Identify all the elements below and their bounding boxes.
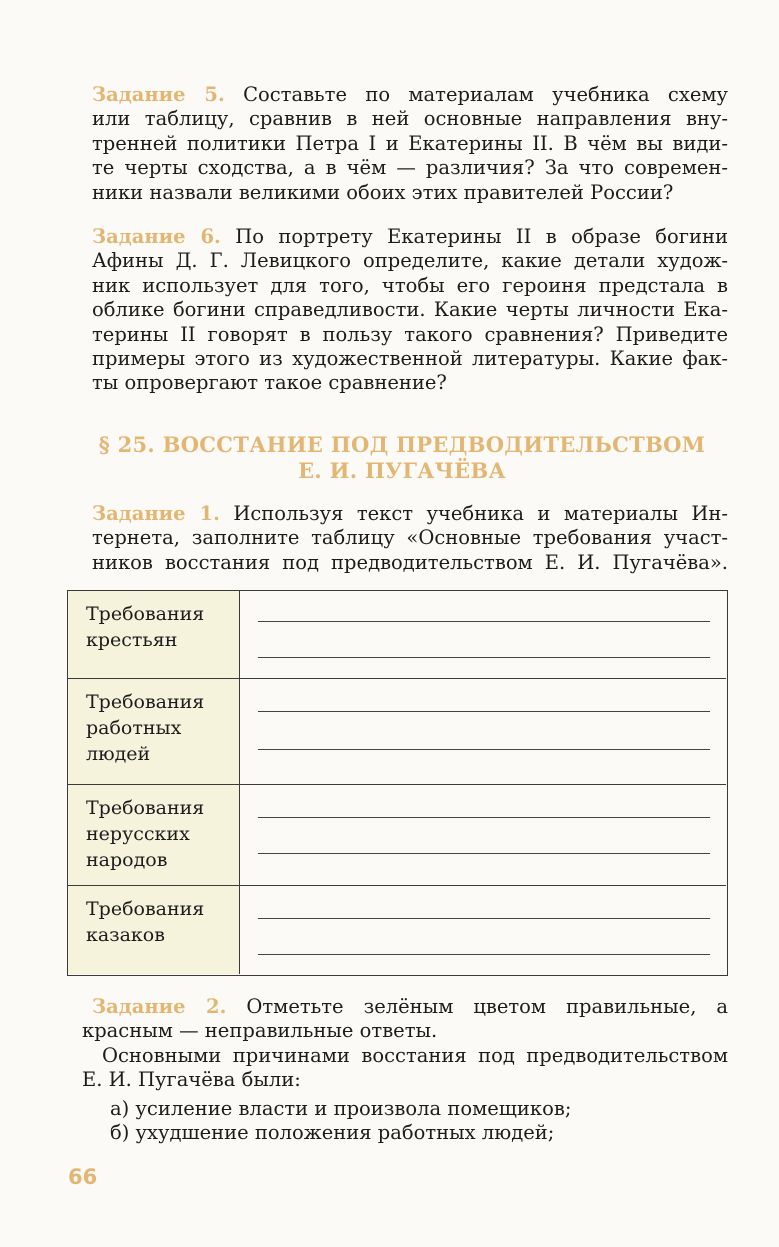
section-heading [76, 432, 728, 484]
task-1-line: тернета, заполните таблицу «Основные требования участ- [92, 526, 728, 550]
table-row [68, 886, 726, 974]
task-5-line: Задание 5. Составьте по материалам учебника схему [92, 83, 728, 106]
task-6-line: облике богини справедливости. Какие черты личности Ека- [92, 298, 728, 322]
task-6-label: Задание 6. [92, 225, 221, 248]
answer-option: а) усиление власти и произвола помещиков; [110, 1097, 572, 1120]
task-5-label: Задание 5. [92, 83, 225, 106]
row-header-text: Требования работных людей [86, 691, 205, 765]
answer-line[interactable] [258, 711, 710, 712]
row-header-text: Требования нерусских народов [86, 797, 205, 871]
answer-option: б) ухудшение положения работных людей; [110, 1121, 555, 1144]
answer-line[interactable] [258, 621, 710, 622]
answer-line[interactable] [258, 954, 710, 955]
row-header-text: Требования казаков [86, 898, 205, 946]
row-header-cell [68, 785, 240, 885]
row-header-text: Требования крестьян [86, 603, 205, 651]
task-6-line: терины II говорят в пользу такого сравнения? Приведите [92, 322, 728, 346]
task-2-intro-line: Основными причинами восстания под предводительством [102, 1044, 728, 1067]
table-row [68, 591, 726, 679]
task-1-line: ников восстания под предводительством Е. И. Пугачёва». [92, 550, 728, 574]
task-5-line: или таблицу, сравнив в ней основные направления вну- [92, 107, 728, 131]
task-2-intro [82, 1044, 728, 1093]
answer-line[interactable] [258, 918, 710, 919]
task-5-line: ники назвали великими обоих этих правителей России? [92, 180, 674, 204]
answer-line[interactable] [258, 853, 710, 854]
row-header-cell [68, 591, 240, 678]
task-1-line: Задание 1. Используя текст учебника и материалы Ин- [92, 502, 729, 525]
task-2-intro-line: Е. И. Пугачёва были: [82, 1068, 301, 1092]
task-6-line: ты опровергают такое сравнение? [92, 371, 447, 395]
section-heading-line: Е. И. ПУГАЧЁВА [298, 458, 506, 483]
task-1-label: Задание 1. [92, 502, 220, 525]
task-6-line: Задание 6. По портрету Екатерины II в образе богини [92, 225, 728, 248]
task-2 [82, 995, 728, 1044]
table-row [68, 679, 726, 785]
task-2-line: Задание 2. Отметьте зелёным цветом правильные, а [92, 995, 728, 1018]
task-2-label: Задание 2. [92, 995, 227, 1018]
task-5-line: те черты сходства, а в чём — различия? За что современ- [92, 156, 728, 180]
task-1 [92, 502, 728, 575]
task-6 [92, 225, 728, 396]
row-header-cell [68, 679, 240, 784]
demands-table [67, 590, 728, 976]
answer-line[interactable] [258, 657, 710, 658]
task-5-line: тренней политики Петра I и Екатерины II. В чём вы види- [92, 131, 728, 155]
page-number: 66 [68, 1165, 98, 1189]
task-6-line: Афины Д. Г. Левицкого определите, какие детали худож- [92, 249, 728, 273]
table-row [68, 785, 726, 886]
answer-line[interactable] [258, 749, 710, 750]
answer-line[interactable] [258, 817, 710, 818]
section-heading-line: § 25. ВОССТАНИЕ ПОД ПРЕДВОДИТЕЛЬСТВОМ [98, 432, 706, 457]
task-6-line: примеры этого из художественной литературы. Какие фак- [92, 347, 728, 371]
task-6-line: ник использует для того, чтобы его героиня предстала в [92, 273, 728, 297]
task-5 [92, 83, 728, 205]
task-2-line: красным — неправильные ответы. [82, 1019, 438, 1043]
row-header-cell [68, 886, 240, 974]
